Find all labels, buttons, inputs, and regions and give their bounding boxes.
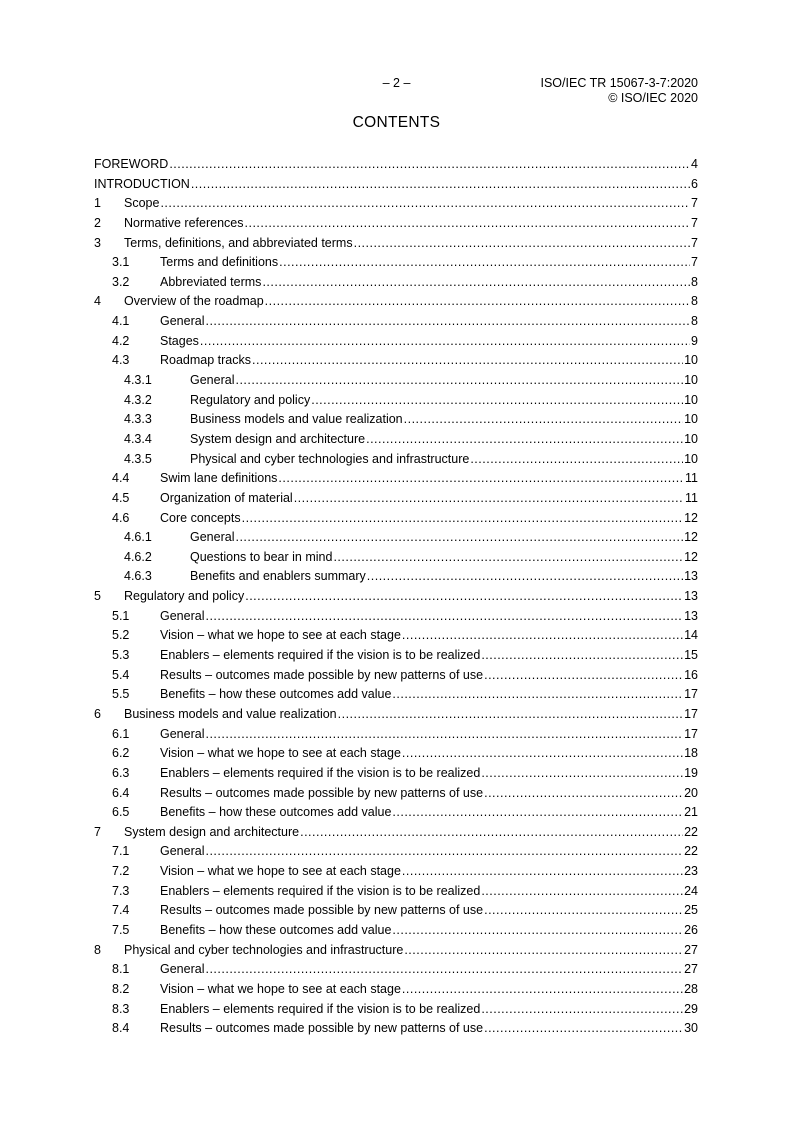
copyright-notice: © ISO/IEC 2020 <box>608 91 698 105</box>
dot-leader <box>235 373 683 387</box>
toc-entry-page: 10 <box>684 451 698 466</box>
toc-entry-title: Overview of the roadmap <box>124 294 264 309</box>
toc-entry-page: 7 <box>691 196 698 211</box>
toc-entry-number: 4.6.2 <box>124 549 152 564</box>
toc-entry-page: 10 <box>684 392 698 407</box>
toc-entry-title: Business models and value realization <box>190 412 403 427</box>
toc-entry-page: 10 <box>684 412 698 427</box>
toc-entry-number: 7.5 <box>112 922 130 937</box>
dot-leader <box>404 412 683 426</box>
toc-entry[interactable] <box>94 923 698 943</box>
toc-entry-title: Abbreviated terms <box>160 274 262 289</box>
toc-entry-number: 7.1 <box>112 844 130 859</box>
toc-entry-number: 6 <box>94 706 101 721</box>
toc-entry-page: 30 <box>684 1021 698 1036</box>
dot-leader <box>278 471 684 485</box>
toc-entry-number: 2 <box>94 215 101 230</box>
toc-entry-number: 5.2 <box>112 628 130 643</box>
toc-entry[interactable] <box>94 805 698 825</box>
toc-entry-number: 1 <box>94 196 101 211</box>
toc-entry-number: 5.4 <box>112 667 130 682</box>
toc-entry-title: Stages <box>160 333 199 348</box>
toc-entry-page: 13 <box>684 569 698 584</box>
toc-entry-page: 18 <box>684 746 698 761</box>
toc-entry[interactable] <box>94 353 698 373</box>
document-header <box>541 76 699 106</box>
toc-entry-number: 7.4 <box>112 903 130 918</box>
toc-entry-title: INTRODUCTION <box>94 176 190 191</box>
toc-entry-title: System design and architecture <box>124 824 300 839</box>
toc-entry-number: 4.6.1 <box>124 530 152 545</box>
toc-entry-title: General <box>190 530 235 545</box>
toc-entry[interactable] <box>94 1021 698 1041</box>
toc-entry-page: 11 <box>685 471 698 486</box>
toc-entry[interactable] <box>94 216 698 236</box>
toc-entry-number: 5.1 <box>112 608 130 623</box>
toc-entry-page: 25 <box>684 903 698 918</box>
toc-entry[interactable] <box>94 393 698 413</box>
toc-entry[interactable] <box>94 530 698 550</box>
toc-entry-title: Benefits – how these outcomes add value <box>160 805 392 820</box>
toc-entry-page: 13 <box>684 608 698 623</box>
toc-entry-number: 5.3 <box>112 648 130 663</box>
dot-leader <box>392 805 683 819</box>
toc-entry-title: General <box>160 844 205 859</box>
toc-entry-title: Vision – what we hope to see at each stage <box>160 746 401 761</box>
toc-entry[interactable] <box>94 275 698 295</box>
toc-entry-number: 6.3 <box>112 765 130 780</box>
toc-entry-number: 6.4 <box>112 785 130 800</box>
toc-entry-title: General <box>190 373 235 388</box>
table-of-contents <box>94 157 698 1041</box>
toc-entry-number: 4.4 <box>112 471 130 486</box>
toc-entry[interactable] <box>94 786 698 806</box>
toc-entry[interactable] <box>94 334 698 354</box>
dot-leader <box>392 923 683 937</box>
dot-leader <box>484 903 683 917</box>
toc-entry-number: 4.6 <box>112 510 130 525</box>
toc-entry[interactable] <box>94 452 698 472</box>
toc-entry-title: Regulatory and policy <box>190 392 311 407</box>
toc-entry-title: Benefits – how these outcomes add value <box>160 922 392 937</box>
toc-entry-number: 8.3 <box>112 1001 130 1016</box>
toc-entry[interactable] <box>94 903 698 923</box>
dot-leader <box>366 432 683 446</box>
dot-leader <box>205 727 683 741</box>
toc-entry-title: General <box>160 726 205 741</box>
toc-entry[interactable] <box>94 471 698 491</box>
toc-entry-page: 21 <box>684 805 698 820</box>
toc-entry[interactable] <box>94 511 698 531</box>
toc-entry[interactable] <box>94 491 698 511</box>
toc-entry-title: Results – outcomes made possible by new patterns of use <box>160 785 484 800</box>
toc-entry[interactable] <box>94 294 698 314</box>
toc-entry-number: 7.3 <box>112 883 130 898</box>
toc-entry-title: Scope <box>124 196 160 211</box>
toc-entry-number: 8 <box>94 942 101 957</box>
dot-leader <box>367 569 683 583</box>
toc-entry-page: 20 <box>684 785 698 800</box>
toc-entry-number: 8.2 <box>112 981 130 996</box>
toc-entry[interactable] <box>94 177 698 197</box>
dot-leader <box>252 353 683 367</box>
toc-entry[interactable] <box>94 864 698 884</box>
toc-entry[interactable] <box>94 707 698 727</box>
toc-entry-title: Normative references <box>124 215 244 230</box>
toc-entry-title: Terms and definitions <box>160 255 279 270</box>
toc-entry-page: 8 <box>691 294 698 309</box>
toc-entry[interactable] <box>94 687 698 707</box>
toc-entry[interactable] <box>94 884 698 904</box>
toc-entry-title: Benefits and enablers summary <box>190 569 366 584</box>
dot-leader <box>200 334 690 348</box>
toc-entry-title: Physical and cyber technologies and infrastructure <box>124 942 404 957</box>
toc-entry-number: 4.5 <box>112 490 130 505</box>
toc-entry-title: Swim lane definitions <box>160 471 278 486</box>
toc-entry-page: 7 <box>691 215 698 230</box>
dot-leader <box>205 314 690 328</box>
dot-leader <box>294 491 684 505</box>
dot-leader <box>402 628 683 642</box>
toc-entry[interactable] <box>94 844 698 864</box>
toc-entry-page: 9 <box>691 333 698 348</box>
toc-entry-page: 10 <box>684 373 698 388</box>
toc-entry-page: 23 <box>684 864 698 879</box>
toc-entry-number: 4.1 <box>112 314 130 329</box>
toc-entry-number: 6.2 <box>112 746 130 761</box>
toc-entry-page: 22 <box>684 824 698 839</box>
toc-entry-title: Questions to bear in mind <box>190 549 333 564</box>
toc-entry-title: Physical and cyber technologies and infrastructure <box>190 451 470 466</box>
toc-entry-page: 11 <box>685 490 698 505</box>
toc-entry-title: Results – outcomes made possible by new patterns of use <box>160 903 484 918</box>
dot-leader <box>205 844 683 858</box>
toc-entry-number: 4.3.3 <box>124 412 152 427</box>
toc-entry-title: FOREWORD <box>94 157 169 171</box>
toc-entry-title: Terms, definitions, and abbreviated terms <box>124 235 353 250</box>
toc-entry[interactable] <box>94 236 698 256</box>
toc-entry-page: 12 <box>684 530 698 545</box>
dot-leader <box>262 275 690 289</box>
dot-leader <box>300 825 683 839</box>
dot-leader <box>470 452 683 466</box>
toc-entry[interactable] <box>94 1002 698 1022</box>
toc-entry-title: General <box>160 962 205 977</box>
toc-entry-page: 17 <box>684 687 698 702</box>
toc-entry-page: 10 <box>684 431 698 446</box>
toc-entry-page: 27 <box>684 942 698 957</box>
toc-entry-page: 6 <box>691 176 698 191</box>
dot-leader <box>402 864 683 878</box>
toc-entry-page: 17 <box>684 706 698 721</box>
toc-entry-page: 12 <box>684 510 698 525</box>
toc-entry-title: Regulatory and policy <box>124 589 245 604</box>
toc-entry-title: Results – outcomes made possible by new patterns of use <box>160 1021 484 1036</box>
dot-leader <box>160 196 690 210</box>
toc-entry-page: 15 <box>684 648 698 663</box>
dot-leader <box>338 707 683 721</box>
toc-entry[interactable] <box>94 589 698 609</box>
dot-leader <box>481 766 683 780</box>
toc-entry-page: 17 <box>684 726 698 741</box>
dot-leader <box>484 668 683 682</box>
dot-leader <box>191 177 690 191</box>
toc-entry-page: 19 <box>684 765 698 780</box>
toc-entry-title: Enablers – elements required if the vision is to be realized <box>160 648 481 663</box>
toc-entry[interactable] <box>94 412 698 432</box>
toc-entry-title: Results – outcomes made possible by new patterns of use <box>160 667 484 682</box>
toc-entry-page: 4 <box>691 157 698 171</box>
dot-leader <box>169 157 690 171</box>
document-id: ISO/IEC TR 15067-3-7:2020 <box>540 76 698 90</box>
dot-leader <box>333 550 683 564</box>
dot-leader <box>481 648 683 662</box>
toc-entry-number: 4 <box>94 294 101 309</box>
toc-entry-number: 8.1 <box>112 962 130 977</box>
toc-entry-number: 6.5 <box>112 805 130 820</box>
toc-entry-number: 3 <box>94 235 101 250</box>
toc-entry-number: 3.2 <box>112 274 130 289</box>
contents-title: CONTENTS <box>352 114 441 131</box>
toc-entry-page: 7 <box>691 235 698 250</box>
toc-entry-title: Organization of material <box>160 490 293 505</box>
dot-leader <box>265 294 690 308</box>
toc-entry-page: 13 <box>684 589 698 604</box>
toc-entry[interactable] <box>94 373 698 393</box>
toc-entry-title: Enablers – elements required if the vision is to be realized <box>160 883 481 898</box>
toc-entry-page: 7 <box>691 255 698 270</box>
toc-entry[interactable] <box>94 668 698 688</box>
toc-entry-title: Vision – what we hope to see at each stage <box>160 628 401 643</box>
dot-leader <box>402 746 683 760</box>
toc-entry-title: General <box>160 314 205 329</box>
toc-entry[interactable] <box>94 550 698 570</box>
toc-entry-title: Benefits – how these outcomes add value <box>160 687 392 702</box>
toc-entry-number: 3.1 <box>112 255 130 270</box>
toc-entry[interactable] <box>94 943 698 963</box>
toc-entry[interactable] <box>94 962 698 982</box>
dot-leader <box>242 511 683 525</box>
toc-entry-number: 7.2 <box>112 864 130 879</box>
toc-entry-page: 8 <box>691 314 698 329</box>
toc-entry-title: Vision – what we hope to see at each stage <box>160 981 401 996</box>
toc-entry-page: 26 <box>684 922 698 937</box>
dot-leader <box>484 786 683 800</box>
toc-entry-number: 5 <box>94 589 101 604</box>
toc-entry-title: General <box>160 608 205 623</box>
dot-leader <box>311 393 683 407</box>
toc-entry-title: Enablers – elements required if the vision is to be realized <box>160 1001 481 1016</box>
toc-entry[interactable] <box>94 825 698 845</box>
toc-entry-number: 4.3.4 <box>124 431 152 446</box>
toc-entry[interactable] <box>94 255 698 275</box>
dot-leader <box>245 589 683 603</box>
toc-entry[interactable] <box>94 432 698 452</box>
dot-leader <box>205 962 683 976</box>
toc-entry-number: 7 <box>94 824 101 839</box>
toc-entry-number: 4.3.5 <box>124 451 152 466</box>
toc-entry[interactable] <box>94 609 698 629</box>
dot-leader <box>481 884 683 898</box>
dot-leader <box>481 1002 683 1016</box>
toc-entry[interactable] <box>94 196 698 216</box>
toc-entry[interactable] <box>94 727 698 747</box>
dot-leader <box>245 216 691 230</box>
toc-entry-page: 14 <box>684 628 698 643</box>
dot-leader <box>235 530 683 544</box>
toc-entry-page: 28 <box>684 981 698 996</box>
toc-entry-number: 4.6.3 <box>124 569 152 584</box>
toc-entry-number: 6.1 <box>112 726 130 741</box>
toc-entry-title: Vision – what we hope to see at each stage <box>160 864 401 879</box>
dot-leader <box>402 982 683 996</box>
toc-entry-page: 12 <box>684 549 698 564</box>
toc-entry-page: 27 <box>684 962 698 977</box>
toc-entry-number: 4.2 <box>112 333 130 348</box>
toc-entry[interactable] <box>94 628 698 648</box>
toc-entry-title: Business models and value realization <box>124 706 337 721</box>
toc-entry-number: 5.5 <box>112 687 130 702</box>
dot-leader <box>205 609 683 623</box>
toc-entry[interactable] <box>94 746 698 766</box>
toc-entry-page: 29 <box>684 1001 698 1016</box>
dot-leader <box>354 236 690 250</box>
toc-entry-title: Roadmap tracks <box>160 353 252 368</box>
toc-entry-title: Enablers – elements required if the vision is to be realized <box>160 765 481 780</box>
toc-entry-number: 4.3.1 <box>124 373 152 388</box>
toc-entry-page: 22 <box>684 844 698 859</box>
toc-entry[interactable] <box>94 648 698 668</box>
toc-entry[interactable] <box>94 157 698 177</box>
dot-leader <box>392 687 683 701</box>
dot-leader <box>484 1021 683 1035</box>
dot-leader <box>279 255 690 269</box>
toc-entry[interactable] <box>94 314 698 334</box>
toc-entry-number: 8.4 <box>112 1021 130 1036</box>
toc-entry-page: 16 <box>684 667 698 682</box>
toc-entry-number: 4.3 <box>112 353 130 368</box>
toc-entry-number: 4.3.2 <box>124 392 152 407</box>
toc-entry-title: Core concepts <box>160 510 241 525</box>
toc-entry-title: System design and architecture <box>190 431 366 446</box>
toc-entry-page: 8 <box>691 274 698 289</box>
toc-entry-page: 10 <box>684 353 698 368</box>
page-number: – 2 – <box>382 76 411 90</box>
toc-entry-page: 24 <box>684 883 698 898</box>
toc-entry[interactable] <box>94 982 698 1002</box>
dot-leader <box>404 943 683 957</box>
toc-entry[interactable] <box>94 569 698 589</box>
toc-entry[interactable] <box>94 766 698 786</box>
